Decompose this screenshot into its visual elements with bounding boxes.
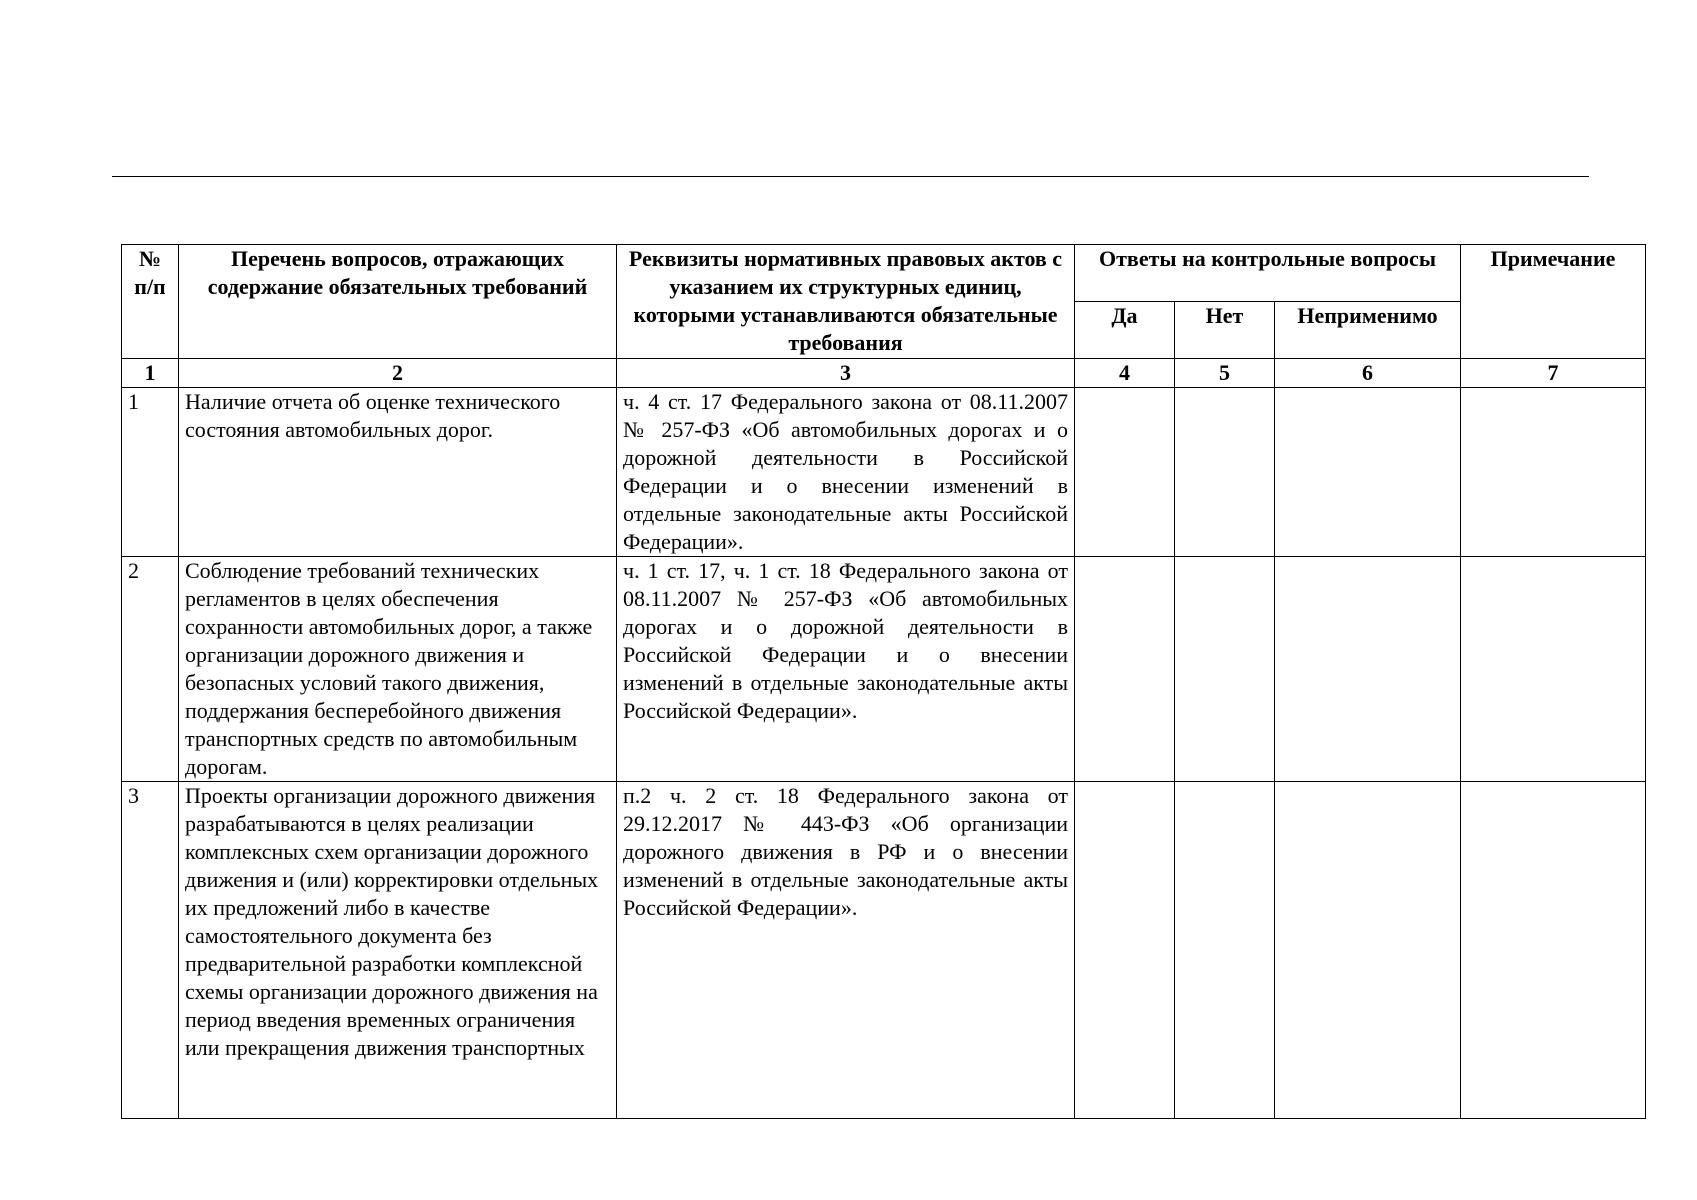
note-cell[interactable] bbox=[1461, 388, 1646, 557]
column-number-row bbox=[122, 359, 1646, 388]
legal-act-cell: ч. 1 ст. 17, ч. 1 ст. 18 Федерального закона от 08.11.2007 № 257-ФЗ «Об автомобильных дорогах и о дорожной деятельности в Российской Федерации и о внесении изменений в отдельные законодательные акты Российской Федерации». bbox=[617, 557, 1075, 782]
header-questions: Перечень вопросов, отражающих содержание обязательных требований bbox=[179, 245, 617, 359]
table-row bbox=[122, 782, 1646, 1119]
header-num: № п/п bbox=[122, 245, 179, 359]
header-no: Нет bbox=[1175, 302, 1275, 359]
column-number: 5 bbox=[1175, 359, 1275, 388]
checklist-table bbox=[121, 244, 1646, 1119]
note-cell[interactable] bbox=[1461, 782, 1646, 1119]
header-answers: Ответы на контрольные вопросы bbox=[1075, 245, 1461, 302]
column-number: 3 bbox=[617, 359, 1075, 388]
answer-not-applicable-cell[interactable] bbox=[1275, 557, 1461, 782]
row-number: 1 bbox=[122, 388, 179, 557]
answer-yes-cell[interactable] bbox=[1075, 557, 1175, 782]
row-number: 2 bbox=[122, 557, 179, 782]
answer-not-applicable-cell[interactable] bbox=[1275, 388, 1461, 557]
header-legal-acts: Реквизиты нормативных правовых актов с указанием их структурных единиц, которыми устанавливаются обязательные требования bbox=[617, 245, 1075, 359]
legal-act-cell: п.2 ч. 2 ст. 18 Федерального закона от 29.12.2017 № 443-ФЗ «Об организации дорожного движения в РФ и о внесении изменений в отдельные законодательные акты Российской Федерации». bbox=[617, 782, 1075, 1119]
column-number: 2 bbox=[179, 359, 617, 388]
top-rule bbox=[112, 176, 1589, 177]
column-number: 1 bbox=[122, 359, 179, 388]
row-number: 3 bbox=[122, 782, 179, 1119]
answer-no-cell[interactable] bbox=[1175, 557, 1275, 782]
header-row bbox=[122, 245, 1646, 302]
column-number: 4 bbox=[1075, 359, 1175, 388]
table-row bbox=[122, 557, 1646, 782]
header-yes: Да bbox=[1075, 302, 1175, 359]
answer-no-cell[interactable] bbox=[1175, 388, 1275, 557]
column-number: 6 bbox=[1275, 359, 1461, 388]
question-cell: Наличие отчета об оценке технического состояния автомобильных дорог. bbox=[179, 388, 617, 557]
answer-yes-cell[interactable] bbox=[1075, 388, 1175, 557]
table-row bbox=[122, 388, 1646, 557]
note-cell[interactable] bbox=[1461, 557, 1646, 782]
question-cell: Соблюдение требований технических регламентов в целях обеспечения сохранности автомобильных дорог, а также организации дорожного движения и безопасных условий такого движения, поддержания бесперебойного движения транспортных средств по автомобильным дорогам. bbox=[179, 557, 617, 782]
legal-act-cell: ч. 4 ст. 17 Федерального закона от 08.11.2007 № 257-ФЗ «Об автомобильных дорогах и о дорожной деятельности в Российской Федерации и о внесении изменений в отдельные законодательные акты Российской Федерации». bbox=[617, 388, 1075, 557]
column-number: 7 bbox=[1461, 359, 1646, 388]
header-note: Примечание bbox=[1461, 245, 1646, 359]
answer-yes-cell[interactable] bbox=[1075, 782, 1175, 1119]
answer-no-cell[interactable] bbox=[1175, 782, 1275, 1119]
answer-not-applicable-cell[interactable] bbox=[1275, 782, 1461, 1119]
question-cell: Проекты организации дорожного движения разрабатываются в целях реализации комплексных схем организации дорожного движения и (или) корректировки отдельных их предложений либо в качестве самостоятельного документа без предварительной разработки комплексной схемы организации дорожного движения на период введения временных ограничения или прекращения движения транспортных bbox=[179, 782, 617, 1119]
header-not-applicable: Неприменимо bbox=[1275, 302, 1461, 359]
